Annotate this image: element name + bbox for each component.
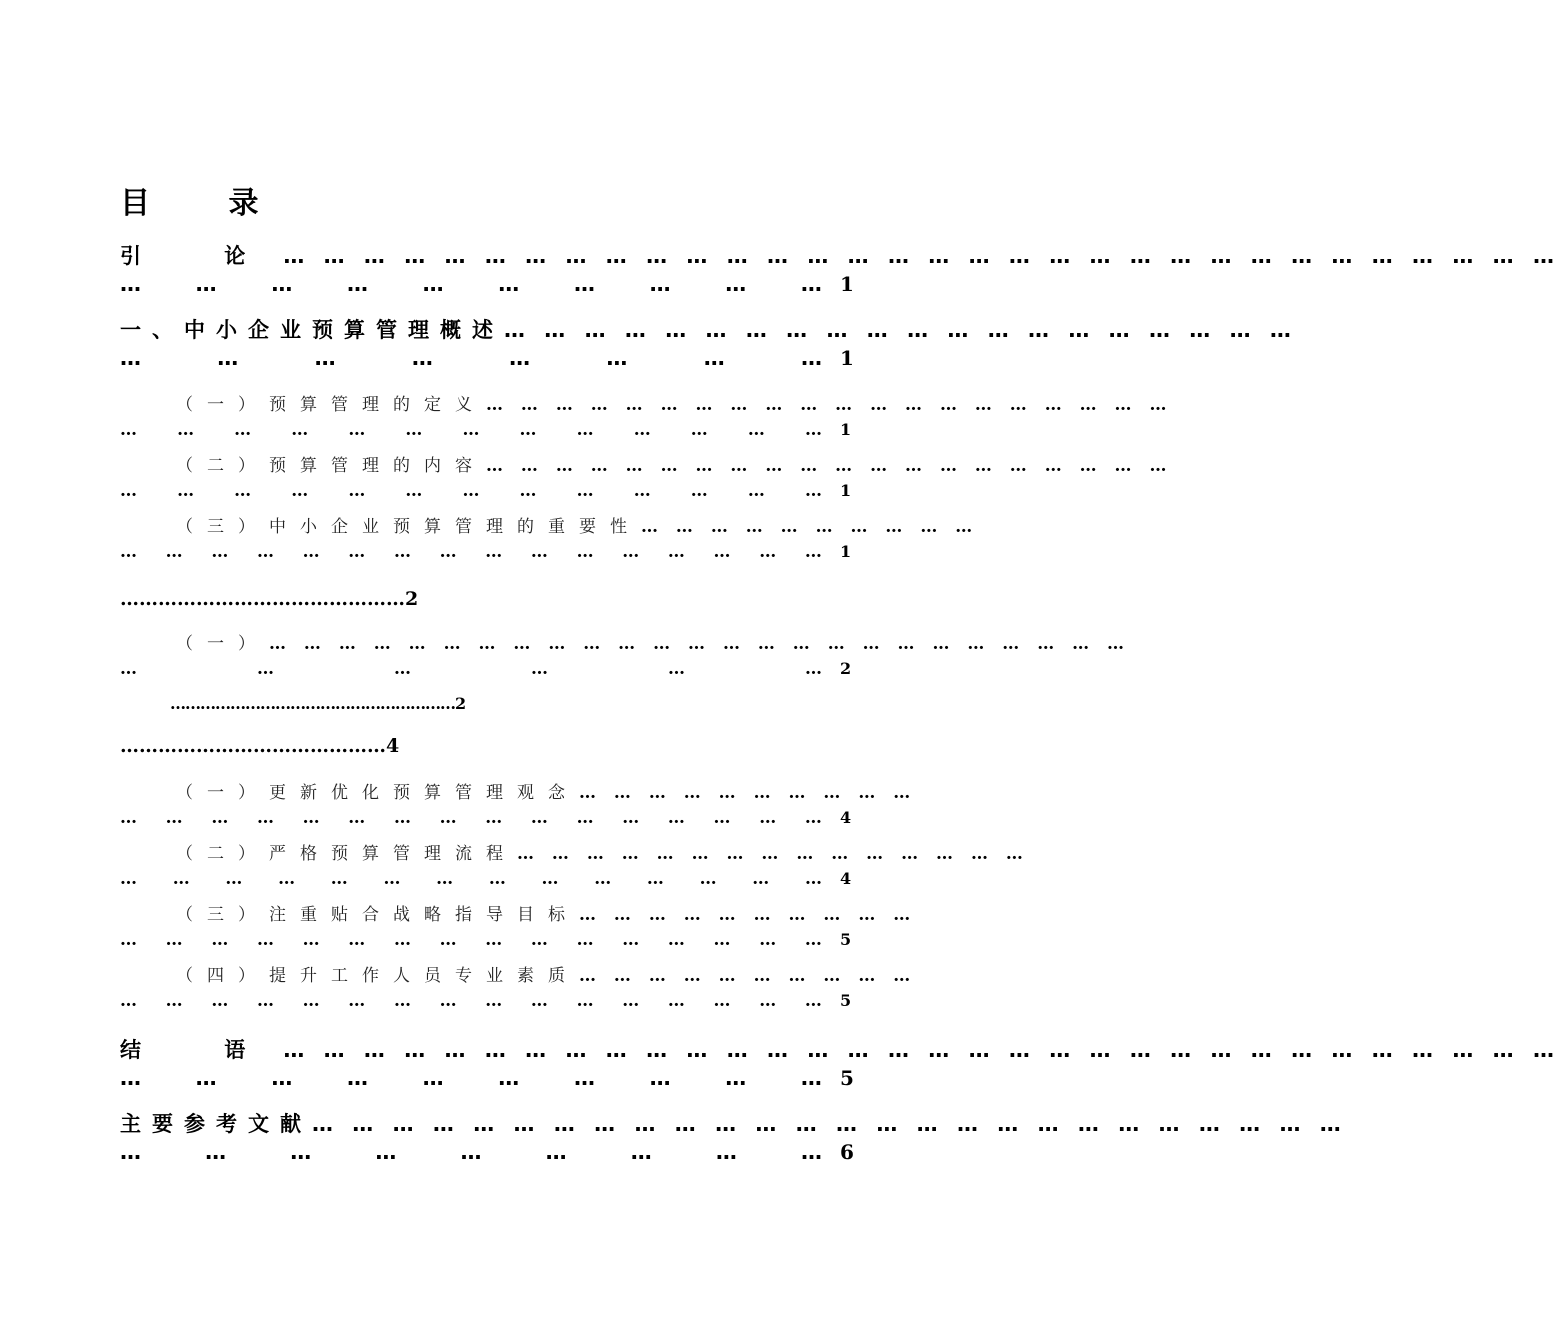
leader-dots: … … … … … … … … … … … … … … … … [120, 991, 822, 1011]
toc-entry-text: 一、中小企业预算管理概述 [120, 318, 504, 342]
toc-entry-conclusion[interactable] [120, 1034, 1560, 1096]
page-number: 1 [840, 542, 852, 561]
page-number: 6 [840, 1140, 854, 1164]
toc-entry-text: （一）更新优化预算管理观念 [176, 783, 579, 803]
leader-dots: … … … … … … … … [120, 346, 822, 370]
toc-entry-references[interactable] [120, 1108, 1347, 1170]
page-number: 1 [840, 420, 852, 439]
toc-entry-text: 主要参考文献 [120, 1112, 312, 1136]
leader-dots: … … … … … … … … … … … … … … … … … … … … … … … … … … [312, 1112, 1347, 1136]
leader-dots: … … … … … … … … … … … … … … … … … … … … … … … … … … … … … … … … [283, 244, 1560, 268]
leader-dots: … … … … … … … … … … [579, 966, 917, 986]
toc-entry-chapter-2[interactable]: ………………………………………2 [120, 588, 419, 610]
leader-dots: … … … … … … … … … … … … … … … … … … … … … … … … … [269, 634, 1131, 654]
toc-entry-text: （一）预算管理的定义 [176, 395, 486, 415]
toc-entry-chapter-3[interactable]: ……………………………………4 [120, 735, 400, 757]
page-number: 4 [840, 808, 852, 827]
leader-dots: … … … … … … … … … … [579, 905, 917, 925]
toc-entry-text: （一） [176, 634, 269, 654]
page-number: 5 [840, 1066, 854, 1090]
leader-dots: … … … … … … … … … … … … … … [120, 869, 822, 889]
leader-dots: … … … … … … … … … … … … … … … … … … … … … … … … … … … … … … … … [283, 1038, 1560, 1062]
leader-dots: … … … … … … … … … … … … … … … [517, 844, 1029, 864]
leader-dots: … … … … … … … … … … [120, 272, 822, 296]
page-number: 5 [840, 991, 852, 1010]
page-number: 1 [840, 346, 854, 370]
toc-entry-3-4[interactable] [120, 961, 917, 1021]
toc-entry-2-2[interactable]: …………………………………………………2 [170, 694, 466, 713]
leader-dots: … … … … … … … … … … [120, 1066, 822, 1090]
toc-entry-text: 引 论 [120, 244, 284, 268]
leader-dots: … … … … … … … … … … … … … … … … … … … … [504, 318, 1297, 342]
page-number: 1 [840, 272, 854, 296]
page-number: 2 [840, 659, 852, 678]
toc-title: 目 录 [120, 186, 293, 221]
toc-entry-text: （二）预算管理的内容 [176, 456, 486, 476]
page-number: 1 [840, 481, 852, 500]
leader-dots: … … … … … … … … … … … … … … … … [120, 930, 822, 950]
toc-entry-2-1[interactable] [120, 629, 1131, 689]
leader-dots: … … … … … … … … … [120, 1140, 822, 1164]
toc-entry-text: （三）注重贴合战略指导目标 [176, 905, 579, 925]
page-number: 4 [840, 869, 852, 888]
toc-entry-1-1[interactable] [120, 390, 1173, 450]
leader-dots: … … … … … … … … … … … … … [120, 481, 822, 501]
leader-dots: … … … … … … … … … … … … … … … … [120, 808, 822, 828]
toc-entry-text: （四）提升工作人员专业素质 [176, 966, 579, 986]
toc-entry-text: （三）中小企业预算管理的重要性 [176, 517, 641, 537]
toc-entry-intro[interactable] [120, 240, 1560, 302]
toc-entry-text: （二）严格预算管理流程 [176, 844, 517, 864]
leader-dots: … … … … … … … … … … [641, 517, 979, 537]
leader-dots: … … … … … … … … … … … … … … … … [120, 542, 822, 562]
leader-dots: … … … … … … … … … … … … … … … … … … … … [486, 456, 1173, 476]
leader-dots: … … … … … … … … … … … … … … … … … … … … [486, 395, 1173, 415]
toc-entry-1-3[interactable] [120, 512, 979, 572]
toc-entry-3-2[interactable] [120, 839, 1029, 899]
toc-entry-3-1[interactable] [120, 778, 917, 838]
leader-dots: … … … … … … … … … … … … … [120, 420, 822, 440]
toc-entry-1-2[interactable] [120, 451, 1173, 511]
toc-entry-3-3[interactable] [120, 900, 917, 960]
toc-entry-text: 结 语 [120, 1038, 284, 1062]
leader-dots: … … … … … … … … … … [579, 783, 917, 803]
toc-entry-chapter-1[interactable] [120, 314, 1297, 376]
page-number: 5 [840, 930, 852, 949]
leader-dots: … … … … … … [120, 659, 822, 679]
